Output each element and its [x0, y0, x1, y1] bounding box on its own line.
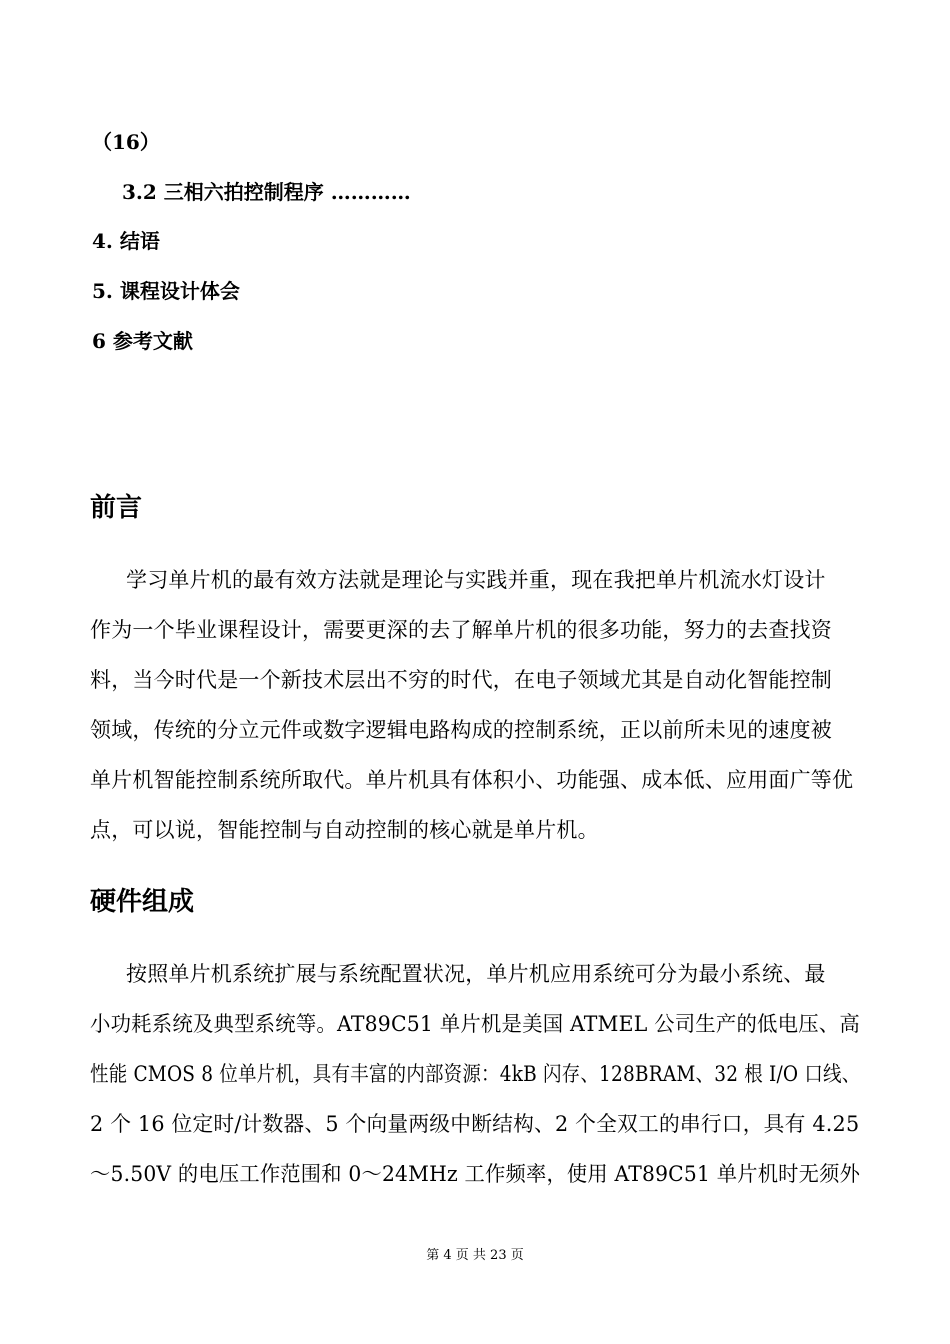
preface-line-3: 料，当今时代是一个新技术层出不穷的时代，在电子领域尤其是自动化智能控制	[90, 668, 832, 692]
preface-line-6: 点，可以说，智能控制与自动控制的核心就是单片机。	[90, 818, 599, 842]
hardware-line-3: 性能 CMOS 8 位单片机，具有丰富的内部资源：4kB 闪存、128BRAM、32 根 I/O 口线、	[90, 1062, 861, 1086]
preface-line-4: 领域，传统的分立元件或数字逻辑电路构成的控制系统，正以前所未见的速度被	[90, 718, 832, 742]
hardware-line-1: 按照单片机系统扩展与系统配置状况，单片机应用系统可分为最小系统、最	[126, 962, 826, 986]
section-heading-preface: 前言	[90, 493, 143, 523]
preface-line-2: 作为一个毕业课程设计，需要更深的去了解单片机的很多功能，努力的去查找资	[90, 618, 832, 642]
toc-item-5: 5. 课程设计体会	[92, 279, 240, 303]
hardware-line-2: 小功耗系统及典型系统等。AT89C51 单片机是美国 ATMEL 公司生产的低电压、高	[90, 1012, 860, 1036]
hardware-line-4: 2 个 16 位定时/计数器、5 个向量两级中断结构、2 个全双工的串行口，具有 4.25	[90, 1112, 860, 1136]
toc-item-6: 6 参考文献	[92, 329, 193, 353]
toc-item-4: 4. 结语	[92, 229, 160, 253]
toc-item-page-ref: （16）	[92, 130, 160, 154]
hardware-line-5: ～5.50V 的电压工作范围和 0～24MHz 工作频率，使用 AT89C51 单片机时无须外	[90, 1162, 861, 1186]
toc-item-3-2: 3.2 三相六拍控制程序 …………	[122, 180, 411, 204]
page-footer: 第 4 页 共 23 页	[426, 1248, 524, 1263]
preface-line-5: 单片机智能控制系统所取代。单片机具有体积小、功能强、成本低、应用面广等优	[90, 768, 854, 792]
section-heading-hardware: 硬件组成	[90, 887, 195, 917]
preface-line-1: 学习单片机的最有效方法就是理论与实践并重，现在我把单片机流水灯设计	[126, 568, 826, 592]
